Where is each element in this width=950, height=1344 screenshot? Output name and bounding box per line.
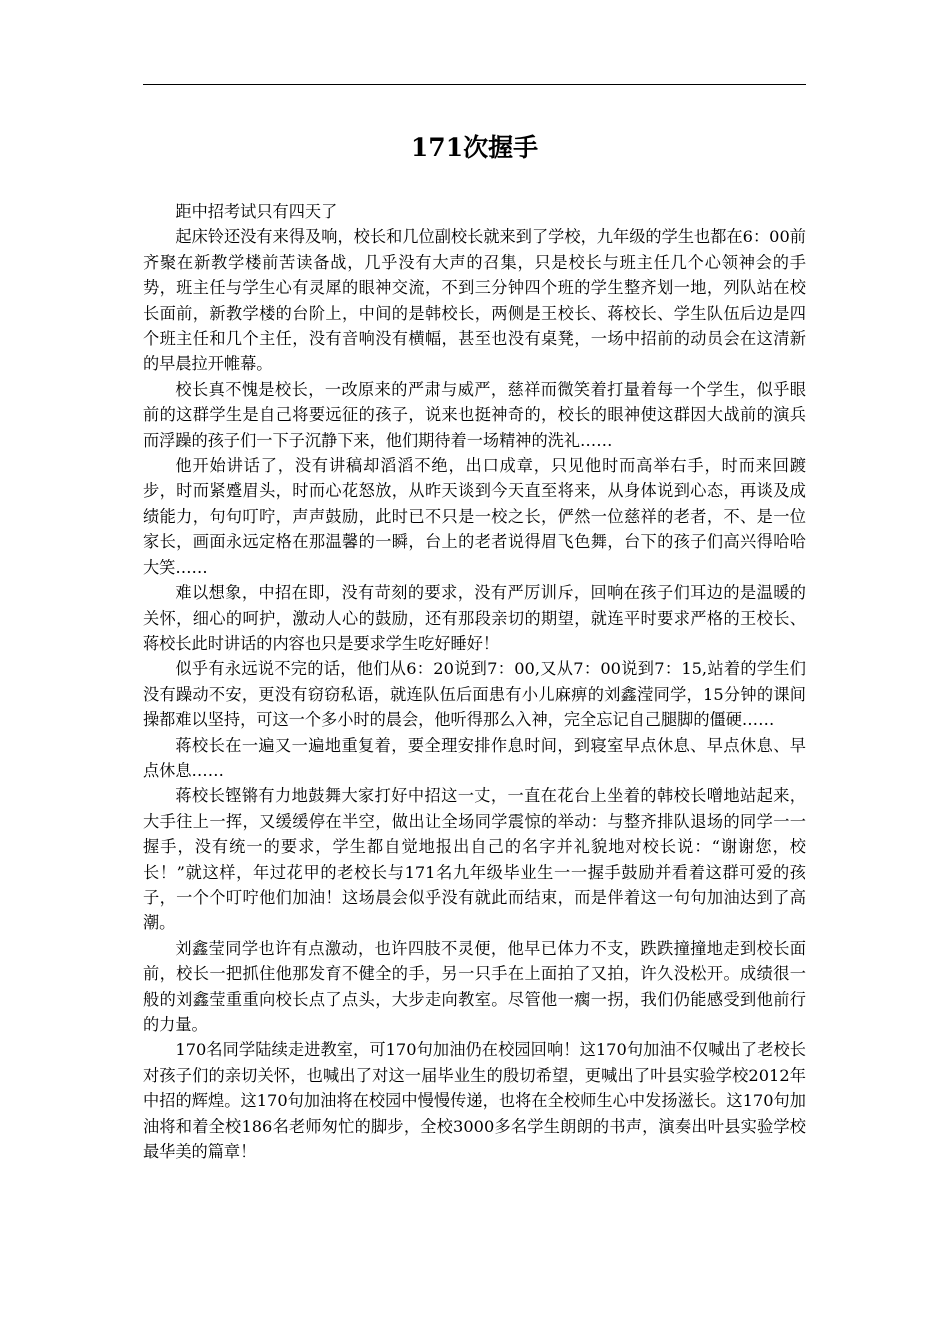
header-rule <box>143 84 806 85</box>
paragraph: 刘鑫莹同学也许有点激动，也许四肢不灵便，他早已体力不支，跌跌撞撞地走到校长面前，校长一把抓住他那发育不健全的手，另一只手在上面拍了又拍，许久没松开。成绩很一般的刘鑫莹重重向校长点了点头，大步走向教室。尽管他一瘸一拐，我们仍能感受到他前行的力量。 <box>143 938 806 1034</box>
paragraph: 校长真不愧是校长，一改原来的严肃与威严，慈祥而微笑着打量着每一个学生，似乎眼前的这群学生是自己将要远征的孩子，说来也挺神奇的，校长的眼神使这群因大战前的演兵而浮躁的孩子们一下子沉静下来，他们期待着一场精神的洗礼…… <box>143 379 806 450</box>
paragraph: 170名同学陆续走进教室，可170句加油仍在校园回响！这170句加油不仅喊出了老校长对孩子们的亲切关怀，也喊出了对这一届毕业生的殷切希望，更喊出了叶县实验学校2012年中招的辉煌。这170句加油将在校园中慢慢传递，也将在全校师生心中发扬滋长。这170句加油将和着全校186名老师匆忙的脚步，全校3000多名学生朗朗的书声，演奏出叶县实验学校最华美的篇章！ <box>143 1040 806 1162</box>
paragraph: 距中招考试只有四天了 <box>175 202 338 221</box>
paragraph: 蒋校长铿锵有力地鼓舞大家打好中招这一丈，一直在花台上坐着的韩校长噌地站起来，大手往上一挥，又缓缓停在半空，做出让全场同学震惊的举动：与整齐排队退场的同学一一握手，没有统一的要求，学生都自觉地报出自己的名字并礼貌地对校长说：“谢谢您，校长！”就这样，年过花甲的老校长与171名九年级毕业生一一握手鼓励并看着这群可爱的孩子，一个个叮咛他们加油！这场晨会似乎没有就此而结束，而是伴着这一句句加油达到了高潮。 <box>143 786 806 933</box>
paragraph: 他开始讲话了，没有讲稿却滔滔不绝，出口成章，只见他时而高举右手，时而来回踱步，时而紧蹙眉头，时而心花怒放，从昨天谈到今天直至将来，从身体说到心态，再谈及成绩能力，句句叮咛，声声鼓励，此时已不只是一校之长，俨然一位慈祥的老者，不、是一位家长，画面永远定格在那温馨的一瞬，台上的老者说得眉飞色舞，台下的孩子们高兴得哈哈大笑…… <box>143 456 806 577</box>
paragraph: 蒋校长在一遍又一遍地重复着，要全理安排作息时间，到寝室早点休息、早点休息、早点休息…… <box>143 735 806 780</box>
paragraph: 难以想象，中招在即，没有苛刻的要求，没有严厉训斥，回响在孩子们耳边的是温暖的关怀，细心的呵护，激动人心的鼓励，还有那段亲切的期望，就连平时要求严格的王校长、蒋校长此时讲话的内容也只是要求学生吃好睡好！ <box>143 583 806 653</box>
document-body <box>143 199 806 1164</box>
paragraph: 起床铃还没有来得及响，校长和几位副校长就来到了学校，九年级的学生也都在6：00前齐聚在新教学楼前苦读备战，几乎没有大声的召集，只是校长与班主任几个心领神会的手势，班主任与学生心有灵犀的眼神交流，不到三分钟四个班的学生整齐划一地，列队站在校长面前，新教学楼的台阶上，中间的是韩校长，两侧是王校长、蒋校长、学生队伍后边是四个班主任和几个主任，没有音响没有横幅，甚至也没有桌凳，一场中招前的动员会在这清新的早晨拉开帷幕。 <box>143 227 806 374</box>
paragraph: 似乎有永远说不完的话，他们从6：20说到7：00,又从7：00说到7：15,站着的学生们没有躁动不安，更没有窃窃私语，就连队伍后面患有小儿麻痹的刘鑫滢同学，15分钟的课间操都难以坚持，可这一个多小时的晨会，他听得那么入神，完全忘记自己腿脚的僵硬…… <box>143 659 806 730</box>
document-title: 171次握手 <box>410 133 539 162</box>
